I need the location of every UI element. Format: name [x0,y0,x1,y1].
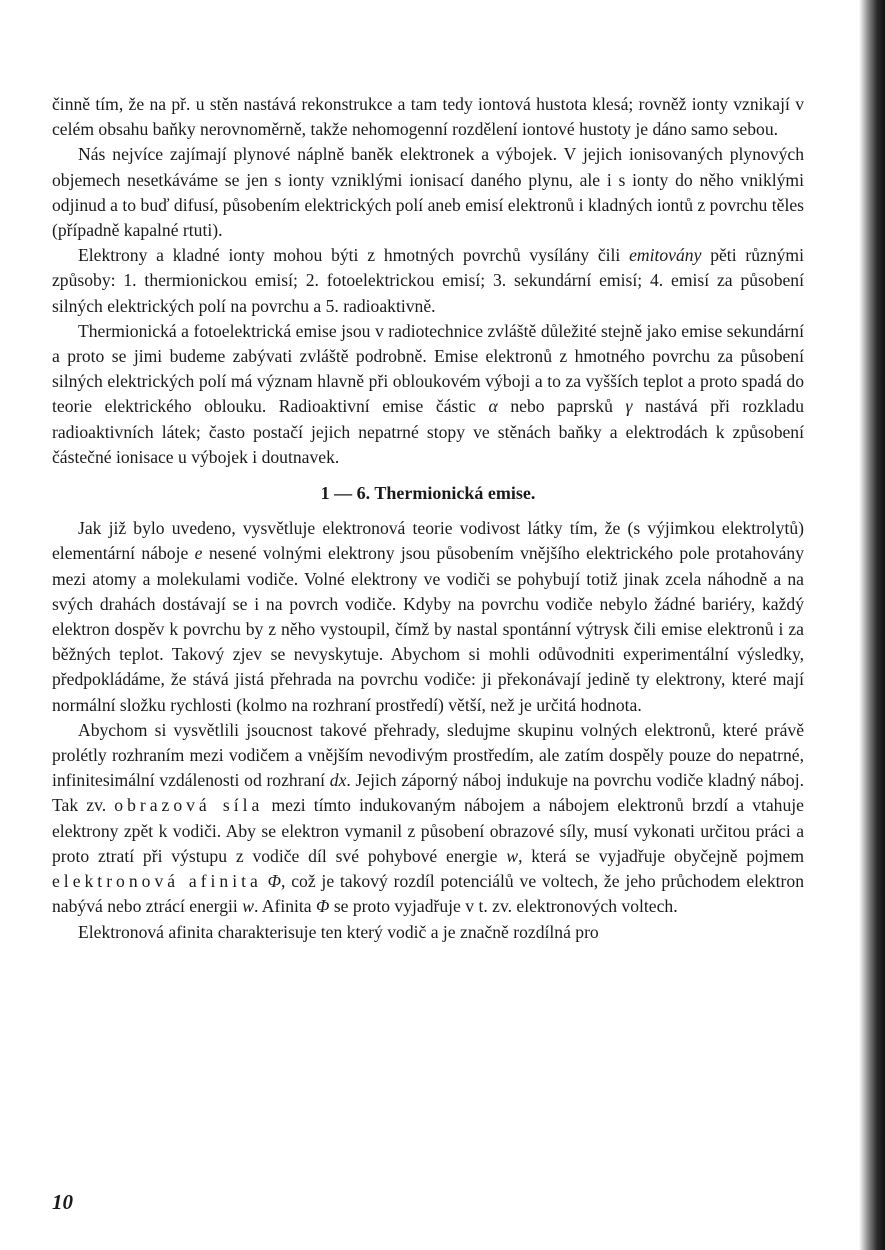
page-number: 10 [52,1190,73,1214]
text-run: w [242,896,254,917]
text-run: Abychom si vysvětlili jsoucnost takové přehrady, sledujme skupinu volných elektronů, které právě prolétly rozhraním mezi vodičem a vnějším nevodivým prostředím, ale zatím dospěly pouze do nepatrné, infinitesimální vzdálenosti od rozhraní [52,719,804,791]
text-run: , což je takový rozdíl potenciálů ve voltech, že jeho průchodem elektron nabývá nebo ztrácí energii [52,871,804,917]
text-run: α [488,396,498,417]
text-run: nebo paprsků [497,396,626,417]
paragraph [52,718,804,920]
text-run: w [506,845,519,866]
text-run: obrazová síla [114,795,264,816]
paragraph [52,920,804,945]
paragraph [52,142,804,243]
text-run: Nás nejvíce zajímají plynové náplně baněk elektronek a výbojek. V jejich ionisovaných plynových objemech nesetkáváme se jen s ionty vzniklými ionisací daného plynu, ale i s ionty do něho vniklými odjinud a to buď difusí, působením elektrických polí aneb emisí elektronů i kladných iontů z povrchu těles (případně kapalné rtuti). [52,144,804,241]
paragraph [52,92,804,142]
text-run: 1 — 6. Thermionická emise. [320,483,536,504]
text-run: Thermionická a fotoelektrická emise jsou v radiotechnice zvláště důležité stejně jako emise sekundární a proto se jimi budeme zabývati zvláště podrobně. Emise elektronů z hmotného povrchu za působení silných elektrických polí má význam hlavně při obloukovém výboji a to za vyšších teplot a proto spadá do teorie elektrického oblouku. Radioaktivní emise částic [52,320,804,417]
text-run: nesené volnými elektrony jsou působením vnějšího elektrického pole protahovány mezi atomy a molekulami vodiče. Volné elektrony ve vodiči se pohybují totiž jinak zcela náhodně a na svých drahách dostávají se i na povrch vodiče. Kdyby na povrchu vodiče nebylo žádné bariéry, každý elektron dospěv k povrchu by z něho vystoupil, čímž by nastal spontánní výtrysk čili emise elektronů i za běžných teplot. Takový zjev se nevyskytuje. Abychom si mohli odůvodniti experimentální výsledky, předpokládáme, že stává jistá přehrada na povrchu vodiče: ji překonávají jedině ty elektrony, které mají normální složku rychlosti (kolmo na rozhraní prostředí) větší, než je určitá hodnota. [52,543,804,715]
text-run: e [194,543,203,564]
text-run: nastává při rozkladu radioaktivních látek; často postačí jejich nepatrné stopy ve stěnách baňky a elektrodách k způsobení částečné ionisace u výbojek i doutnavek. [52,396,804,467]
section-heading [52,481,804,506]
text-run: Jak již bylo uvedeno, vysvětluje elektronová teorie vodivost látky tím, že (s výjimkou elektrolytů) elementární náboje [52,518,804,564]
text-run: dx [329,770,347,791]
text-run: emitovány [629,245,702,266]
text-run: elektronová afinita [52,871,262,892]
paragraph [52,516,804,718]
text-run: γ [625,396,633,417]
paragraph [52,319,804,470]
text-run: Φ [316,896,330,917]
text-run: činně tím, že na př. u stěn nastává rekonstrukce a tam tedy iontová hustota klesá; rovněž ionty vznikají v celém obsahu baňky nerovnoměrně, takže nehomogenní rozdělení iontové hustoty je dáno samo sebou. [52,94,804,140]
text-run: , která se vyjadřuje obyčejně pojmem [518,845,804,866]
page-edge-shadow [859,0,885,1250]
text-run: . Jejich záporný náboj indukuje na povrchu vodiče kladný náboj. Tak zv. [52,770,804,816]
paragraph [52,243,804,319]
text-run: pěti různými způsoby: 1. thermionickou emisí; 2. fotoelektrickou emisí; 3. sekundární emisí; 4. emisí za působení silných elektrických polí na povrchu a 5. radioaktivně. [52,245,804,316]
text-run: . Afinita [253,896,317,917]
text-run: mezi tímto indukovaným nábojem a nábojem elektronů brzdí a vtahuje elektrony zpět k vodiči. Aby se elektron vymanil z působení obrazové síly, musí vykonati určitou práci a proto ztratí při výstupu z vodiče díl své pohybové energie [52,795,804,866]
text-run: Φ [267,871,282,892]
text-run: Elektrony a kladné ionty mohou býti z hmotných povrchů vysílány čili [78,245,630,266]
text-run: Elektronová afinita charakterisuje ten který vodič a je značně rozdílná pro [78,921,599,942]
text-run: se proto vyjadřuje v t. zv. elektronových voltech. [329,896,678,917]
body-text [52,92,804,945]
